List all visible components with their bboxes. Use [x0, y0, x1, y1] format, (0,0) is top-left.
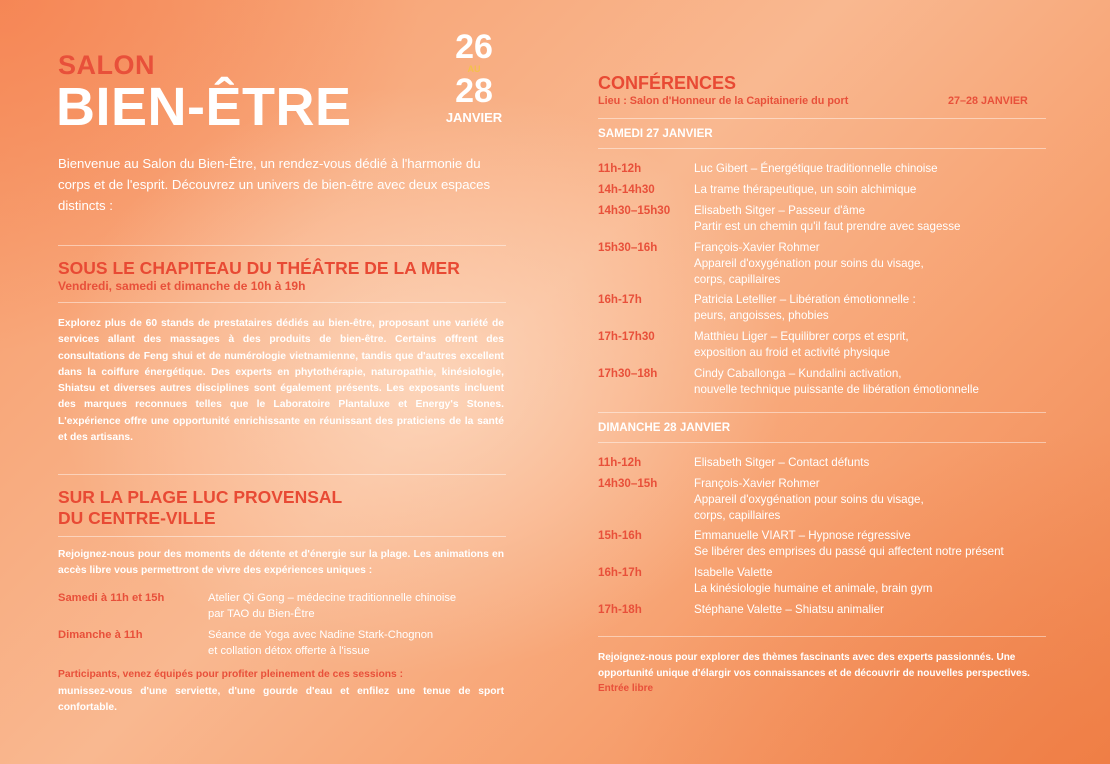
date-au: AU: [467, 64, 481, 74]
conference-desc: [694, 240, 1054, 288]
conference-line: corps, capillaires: [694, 509, 781, 522]
conference-time: 14h30–15h30: [598, 204, 671, 217]
plage-note-text: munissez-vous d'une serviette, d'une gourde d'eau et enfilez une tenue de sport confortable.: [58, 686, 504, 714]
conference-time: 17h-18h: [598, 603, 642, 616]
conference-line: nouvelle technique puissante de libération émotionnelle: [694, 383, 979, 396]
date-month: JANVIER: [445, 110, 503, 125]
conference-desc: [694, 182, 1054, 198]
conference-line: François-Xavier Rohmer: [694, 241, 820, 254]
dimanche-label: DIMANCHE 28 JANVIER: [598, 421, 731, 434]
main-title: BIEN-ÊTRE: [56, 77, 352, 137]
conference-desc: [694, 528, 1054, 560]
conference-desc: [694, 161, 1054, 177]
divider: [598, 636, 1046, 637]
chapiteau-text: Explorez plus de 60 stands de prestataires dédiés au bien-être, proposant une variété de services allant des massages à des produits de bien-être. Certains offrent des consultations de Feng shui et de numérologie vietnamienne, tandis que d'autres excellent dans la coiffure énergétique. Des experts en phytothérapie, naturopathie, kinésiologie, Shiatsu et diverses autres disciplines sont également présents. Les exposants incluent des marques reconnues telles que le Laboratoire Plantaluxe et Energy's Stones. L'expérience offre une opportunité enrichissante en réunissant des praticiens de la santé et des artisans.: [58, 318, 504, 444]
divider: [598, 148, 1046, 149]
divider: [58, 245, 506, 246]
conference-desc: [694, 455, 1054, 471]
conferences-dates: 27–28 JANVIER: [948, 95, 1028, 107]
salon-label: SALON: [58, 50, 155, 80]
conferences-footer: [598, 650, 1038, 697]
divider: [58, 536, 506, 537]
conference-line: Luc Gibert – Énergétique traditionnelle chinoise: [694, 162, 938, 175]
divider: [58, 302, 506, 303]
conference-line: La trame thérapeutique, un soin alchimique: [694, 183, 917, 196]
conference-line: Partir est un chemin qu'il faut prendre avec sagesse: [694, 220, 961, 233]
divider: [598, 412, 1046, 413]
conference-line: peurs, angoisses, phobies: [694, 309, 829, 322]
conference-time: 14h-14h30: [598, 183, 655, 196]
date-end: 28: [455, 72, 493, 110]
conference-line: Cindy Caballonga – Kundalini activation,: [694, 367, 902, 380]
conference-time: 11h-12h: [598, 162, 642, 175]
activity-time: Dimanche à 11h: [58, 629, 143, 641]
conferences-lieu: Lieu : Salon d'Honneur de la Capitainerie du port: [598, 95, 849, 107]
conference-line: Elisabeth Sitger – Passeur d'âme: [694, 204, 866, 217]
conference-line: Emmanuelle VIART – Hypnose régressive: [694, 529, 911, 542]
conference-line: Isabelle Valette: [694, 566, 773, 579]
plage-text: Rejoignez-nous pour des moments de détente et d'énergie sur la plage. Les animations en accès libre vous permettront de vivre des expériences uniques :: [58, 549, 504, 577]
conferences-title: CONFÉRENCES: [598, 73, 737, 93]
conference-desc: [694, 602, 1054, 618]
conference-line: Elisabeth Sitger – Contact défunts: [694, 456, 870, 469]
activity-desc: [208, 590, 518, 622]
date-start: 26: [455, 28, 493, 66]
conference-line: Matthieu Liger – Equilibrer corps et esprit,: [694, 330, 909, 343]
samedi-label: SAMEDI 27 JANVIER: [598, 127, 713, 140]
conference-line: La kinésiologie humaine et animale, brain gym: [694, 582, 933, 595]
conference-line: Appareil d'oxygénation pour soins du visage,: [694, 257, 924, 270]
activity-desc: [208, 627, 518, 659]
divider: [58, 474, 506, 475]
conference-desc: [694, 476, 1054, 524]
conference-time: 17h30–18h: [598, 367, 658, 380]
conference-time: 11h-12h: [598, 456, 642, 469]
conference-time: 14h30–15h: [598, 477, 658, 490]
chapiteau-title: SOUS LE CHAPITEAU DU THÉÂTRE DE LA MER: [58, 258, 460, 278]
footer-text: Rejoignez-nous pour explorer des thèmes fascinants avec des experts passionnés. Une opportunité unique d'élargir vos connaissances et de découvrir de nouvelles perspectives.: [598, 652, 1030, 679]
plage-note-accent: Participants, venez équipés pour profiter pleinement de ces sessions :: [58, 669, 404, 680]
activity-time: Samedi à 11h et 15h: [58, 592, 165, 604]
conference-time: 17h-17h30: [598, 330, 655, 343]
plage-title-line1: SUR LA PLAGE LUC PROVENSAL: [58, 487, 343, 507]
activity-line: et collation détox offerte à l'issue: [208, 645, 370, 657]
activity-line: Séance de Yoga avec Nadine Stark-Chognon: [208, 629, 434, 641]
conference-line: François-Xavier Rohmer: [694, 477, 820, 490]
conference-desc: [694, 329, 1054, 361]
conference-time: 15h-16h: [598, 529, 642, 542]
conference-desc: [694, 203, 1054, 235]
plage-title-line2: DU CENTRE-VILLE: [58, 508, 216, 528]
conference-line: exposition au froid et activité physique: [694, 346, 890, 359]
divider: [598, 118, 1046, 119]
conference-line: Stéphane Valette – Shiatsu animalier: [694, 603, 884, 616]
conference-line: Se libérer des emprises du passé qui affectent notre présent: [694, 545, 1004, 558]
entree-libre: Entrée libre: [598, 683, 654, 694]
conference-line: Appareil d'oxygénation pour soins du visage,: [694, 493, 924, 506]
conference-time: 16h-17h: [598, 293, 642, 306]
chapiteau-subtitle: Vendredi, samedi et dimanche de 10h à 19h: [58, 279, 306, 293]
intro-text: Bienvenue au Salon du Bien-Être, un rendez-vous dédié à l'harmonie du corps et de l'esprit. Découvrez un univers de bien-être avec deux espaces distincts :: [58, 156, 491, 213]
conference-time: 16h-17h: [598, 566, 642, 579]
conference-desc: [694, 565, 1054, 597]
conference-line: Patricia Letellier – Libération émotionnelle :: [694, 293, 916, 306]
conference-line: corps, capillaires: [694, 273, 781, 286]
activity-line: par TAO du Bien-Être: [208, 608, 315, 620]
conference-time: 15h30–16h: [598, 241, 658, 254]
conference-desc: [694, 366, 1054, 398]
conference-desc: [694, 292, 1054, 324]
event-dates: [440, 30, 508, 126]
divider: [598, 442, 1046, 443]
activity-line: Atelier Qi Gong – médecine traditionnelle chinoise: [208, 592, 457, 604]
